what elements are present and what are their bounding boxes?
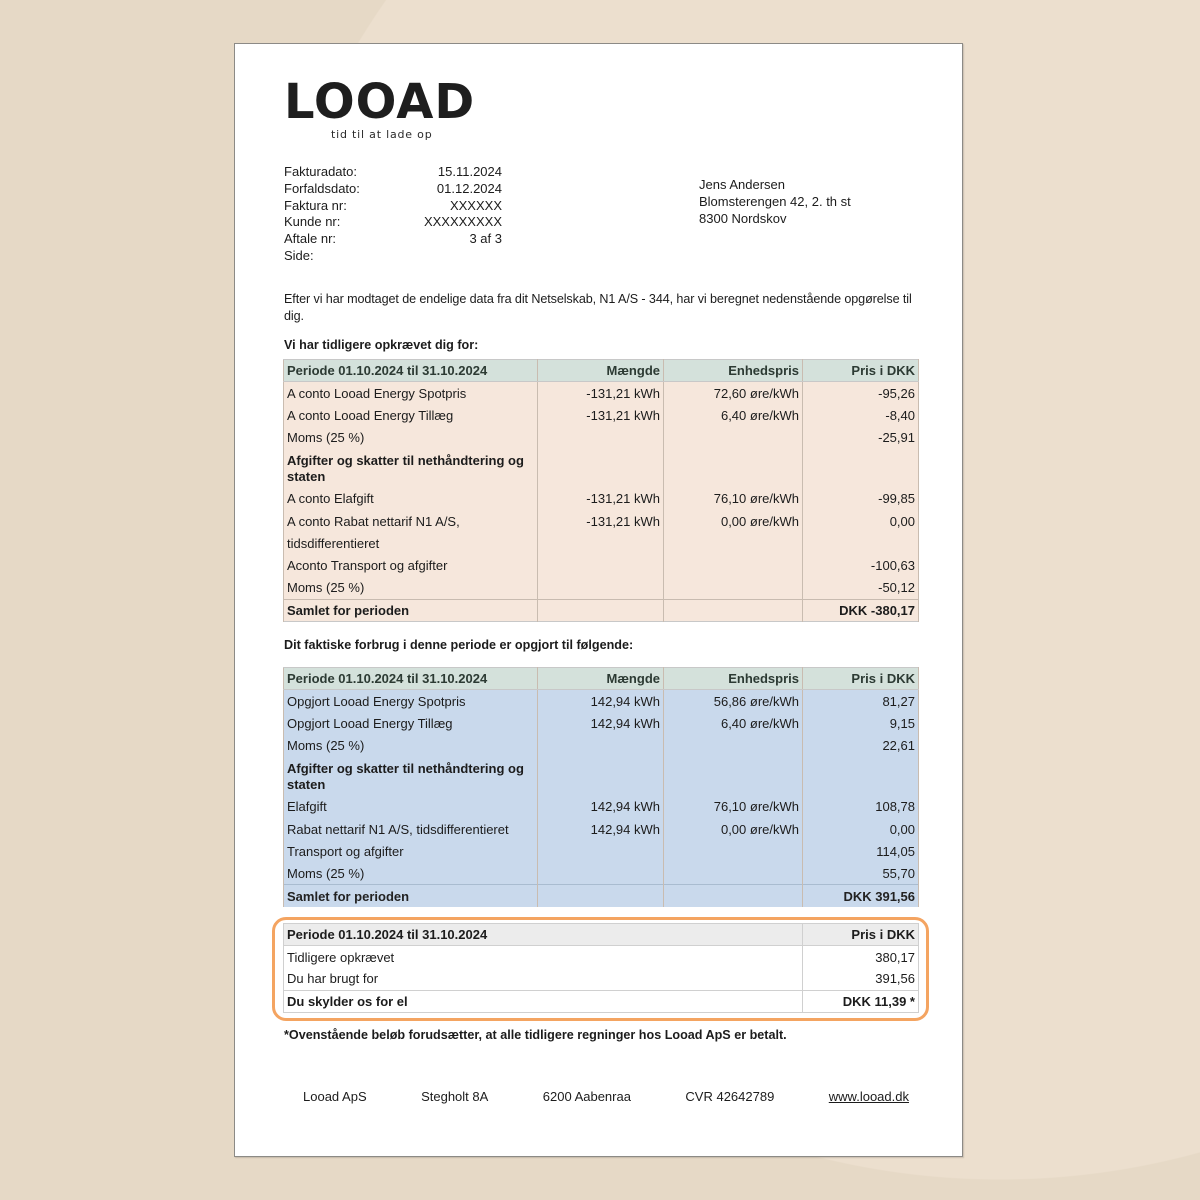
row-unit-price: 0,00 øre/kWh xyxy=(664,510,803,532)
row-quantity xyxy=(538,426,664,448)
table-row xyxy=(284,863,919,885)
row-quantity: -131,21 kWh xyxy=(538,404,664,426)
row-unit-price xyxy=(664,757,803,796)
customer-street: Blomsterengen 42, 2. th st xyxy=(699,194,851,209)
row-price: 0,00 xyxy=(803,510,919,532)
table-total-row xyxy=(284,599,919,621)
meta-label: Faktura nr: xyxy=(284,197,347,213)
meta-row-invoice-number xyxy=(284,198,502,215)
row-label: tidsdifferentieret xyxy=(284,532,538,554)
actual-table xyxy=(283,667,919,907)
meta-label: Kunde nr: xyxy=(284,214,341,230)
footer-company: Looad ApS xyxy=(303,1089,367,1104)
summary-table xyxy=(283,923,919,1013)
table-row xyxy=(284,382,919,404)
total-value: DKK 391,56 xyxy=(803,885,919,907)
col-header-unit-price: Enhedspris xyxy=(664,360,803,382)
row-unit-price: 6,40 øre/kWh xyxy=(664,404,803,426)
summary-row-value: 391,56 xyxy=(803,968,919,990)
amount-due-value: DKK 11,39 * xyxy=(803,990,919,1012)
row-price: 81,27 xyxy=(803,690,919,712)
col-header-quantity: Mængde xyxy=(538,668,664,690)
row-unit-price: 56,86 øre/kWh xyxy=(664,690,803,712)
charged-section-title: Vi har tidligere opkrævet dig for: xyxy=(284,338,479,352)
table-row xyxy=(284,555,919,577)
row-quantity xyxy=(538,555,664,577)
summary-row-label: Du har brugt for xyxy=(284,968,803,990)
meta-row-due-date xyxy=(284,181,502,198)
meta-row-invoice-date xyxy=(284,164,502,181)
summary-row-label: Tidligere opkrævet xyxy=(284,946,803,968)
row-unit-price: 0,00 øre/kWh xyxy=(664,818,803,840)
table-subheading-row xyxy=(284,449,919,488)
row-price: -50,12 xyxy=(803,577,919,599)
row-unit-price xyxy=(664,449,803,488)
logo-wordmark: LOOAD xyxy=(284,74,476,130)
footer-cvr: CVR 42642789 xyxy=(685,1089,775,1104)
meta-value: 15.11.2024 xyxy=(437,164,502,179)
table-row xyxy=(284,577,919,599)
meta-row-customer-number xyxy=(284,214,502,231)
footer xyxy=(303,1089,909,1105)
row-price: -99,85 xyxy=(803,488,919,510)
table-row xyxy=(284,510,919,532)
table-row xyxy=(284,426,919,448)
total-label: Samlet for perioden xyxy=(284,885,538,907)
table-total-row xyxy=(284,885,919,907)
meta-row-agreement-number xyxy=(284,231,502,248)
row-label: A conto Looad Energy Tillæg xyxy=(284,404,538,426)
table-row xyxy=(284,796,919,818)
row-unit-price xyxy=(664,840,803,862)
summary-due-row xyxy=(284,990,919,1012)
invoice-meta xyxy=(284,164,502,265)
invoice-page xyxy=(234,43,963,1157)
row-price xyxy=(803,449,919,488)
row-price: 0,00 xyxy=(803,818,919,840)
row-label: Moms (25 %) xyxy=(284,734,538,756)
row-unit-price: 76,10 øre/kWh xyxy=(664,488,803,510)
row-unit-price xyxy=(664,426,803,448)
meta-value: 01.12.2024 xyxy=(436,180,502,196)
summary-row xyxy=(284,946,919,968)
row-price: 108,78 xyxy=(803,796,919,818)
table-row xyxy=(284,818,919,840)
empty-cell xyxy=(538,599,664,621)
amount-due-label: Du skylder os for el xyxy=(284,990,803,1012)
summary-row xyxy=(284,968,919,990)
table-subheading-row xyxy=(284,757,919,796)
charged-table xyxy=(283,359,919,622)
row-label: A conto Elafgift xyxy=(284,488,538,510)
row-quantity xyxy=(538,840,664,862)
row-price: 9,15 xyxy=(803,712,919,734)
table-header-row xyxy=(284,360,919,382)
table-header-row xyxy=(284,668,919,690)
meta-label: Aftale nr: xyxy=(284,231,337,247)
row-quantity: 142,94 kWh xyxy=(538,690,664,712)
footer-city: 6200 Aabenraa xyxy=(542,1089,631,1104)
customer-city: 8300 Nordskov xyxy=(699,211,787,226)
row-unit-price xyxy=(664,532,803,554)
summary-header-price: Pris i DKK xyxy=(803,924,919,946)
row-unit-price xyxy=(664,555,803,577)
col-header-period: Periode 01.10.2024 til 31.10.2024 xyxy=(284,360,538,382)
row-price: 114,05 xyxy=(803,840,919,862)
table-row xyxy=(284,734,919,756)
meta-label: Fakturadato: xyxy=(284,164,357,179)
row-price: 22,61 xyxy=(803,734,919,756)
table-row xyxy=(284,840,919,862)
row-unit-price xyxy=(664,863,803,885)
row-quantity: 142,94 kWh xyxy=(538,796,664,818)
row-quantity: 142,94 kWh xyxy=(538,818,664,840)
row-price: 55,70 xyxy=(803,863,919,885)
row-label: Moms (25 %) xyxy=(284,426,538,448)
table-row xyxy=(284,404,919,426)
row-quantity: -131,21 kWh xyxy=(538,382,664,404)
meta-value: XXXXXX xyxy=(449,197,502,213)
total-value: DKK -380,17 xyxy=(803,599,919,621)
row-label: Afgifter og skatter til nethåndtering og staten xyxy=(284,757,538,796)
looad-logo xyxy=(284,76,504,141)
intro-text: Efter vi har modtaget de endelige data fra dit Netselskab, N1 A/S - 344, har vi beregnet nedenstående opgørelse til dig. xyxy=(284,292,912,323)
table-row xyxy=(284,690,919,712)
summary-row-value: 380,17 xyxy=(803,946,919,968)
row-label: Opgjort Looad Energy Tillæg xyxy=(284,712,538,734)
row-unit-price xyxy=(664,577,803,599)
row-label: Aconto Transport og afgifter xyxy=(284,555,538,577)
empty-cell xyxy=(664,599,803,621)
row-label: A conto Rabat nettarif N1 A/S, xyxy=(284,510,538,532)
row-unit-price: 6,40 øre/kWh xyxy=(664,712,803,734)
row-quantity xyxy=(538,532,664,554)
col-header-period: Periode 01.10.2024 til 31.10.2024 xyxy=(284,668,538,690)
empty-cell xyxy=(538,885,664,907)
row-unit-price xyxy=(664,734,803,756)
footer-website-link[interactable]: www.looad.dk xyxy=(828,1089,909,1104)
col-header-unit-price: Enhedspris xyxy=(664,668,803,690)
meta-label: Side: xyxy=(284,247,314,263)
col-header-quantity: Mængde xyxy=(538,360,664,382)
meta-row-page xyxy=(284,248,502,265)
row-price: -25,91 xyxy=(803,426,919,448)
logo-tagline: tid til at lade op xyxy=(331,128,433,141)
row-price: -8,40 xyxy=(803,404,919,426)
row-unit-price: 76,10 øre/kWh xyxy=(664,796,803,818)
row-label: Opgjort Looad Energy Spotpris xyxy=(284,690,538,712)
row-label: Moms (25 %) xyxy=(284,863,538,885)
row-price xyxy=(803,532,919,554)
summary-header-period: Periode 01.10.2024 til 31.10.2024 xyxy=(284,924,803,946)
meta-label: Forfaldsdato: xyxy=(284,180,360,196)
actual-section-title: Dit faktiske forbrug i denne periode er opgjort til følgende: xyxy=(284,638,634,652)
row-label: Afgifter og skatter til nethåndtering og staten xyxy=(284,449,538,488)
row-quantity: -131,21 kWh xyxy=(538,510,664,532)
customer-name: Jens Andersen xyxy=(699,177,786,192)
col-header-price: Pris i DKK xyxy=(803,668,919,690)
summary-header-row xyxy=(284,924,919,946)
row-label: A conto Looad Energy Spotpris xyxy=(284,382,538,404)
col-header-price: Pris i DKK xyxy=(803,360,919,382)
row-price xyxy=(803,757,919,796)
empty-cell xyxy=(664,885,803,907)
table-row xyxy=(284,712,919,734)
footer-street: Stegholt 8A xyxy=(421,1089,489,1104)
row-label: Moms (25 %) xyxy=(284,577,538,599)
row-quantity xyxy=(538,734,664,756)
row-quantity: -131,21 kWh xyxy=(538,488,664,510)
row-unit-price: 72,60 øre/kWh xyxy=(664,382,803,404)
row-quantity xyxy=(538,863,664,885)
meta-value: XXXXXXXXX xyxy=(423,214,502,230)
row-label: Elafgift xyxy=(284,796,538,818)
row-quantity: 142,94 kWh xyxy=(538,712,664,734)
footnote: *Ovenstående beløb forudsætter, at alle tidligere regninger hos Looad ApS er betalt. xyxy=(284,1028,787,1042)
row-quantity xyxy=(538,577,664,599)
row-label: Transport og afgifter xyxy=(284,840,538,862)
row-quantity xyxy=(538,757,664,796)
total-label: Samlet for perioden xyxy=(284,599,538,621)
row-label: Rabat nettarif N1 A/S, tidsdifferentieret xyxy=(284,818,538,840)
table-row xyxy=(284,488,919,510)
row-quantity xyxy=(538,449,664,488)
meta-value: 3 af 3 xyxy=(469,231,502,247)
customer-address xyxy=(699,176,939,227)
table-row xyxy=(284,532,919,554)
row-price: -95,26 xyxy=(803,382,919,404)
row-price: -100,63 xyxy=(803,555,919,577)
